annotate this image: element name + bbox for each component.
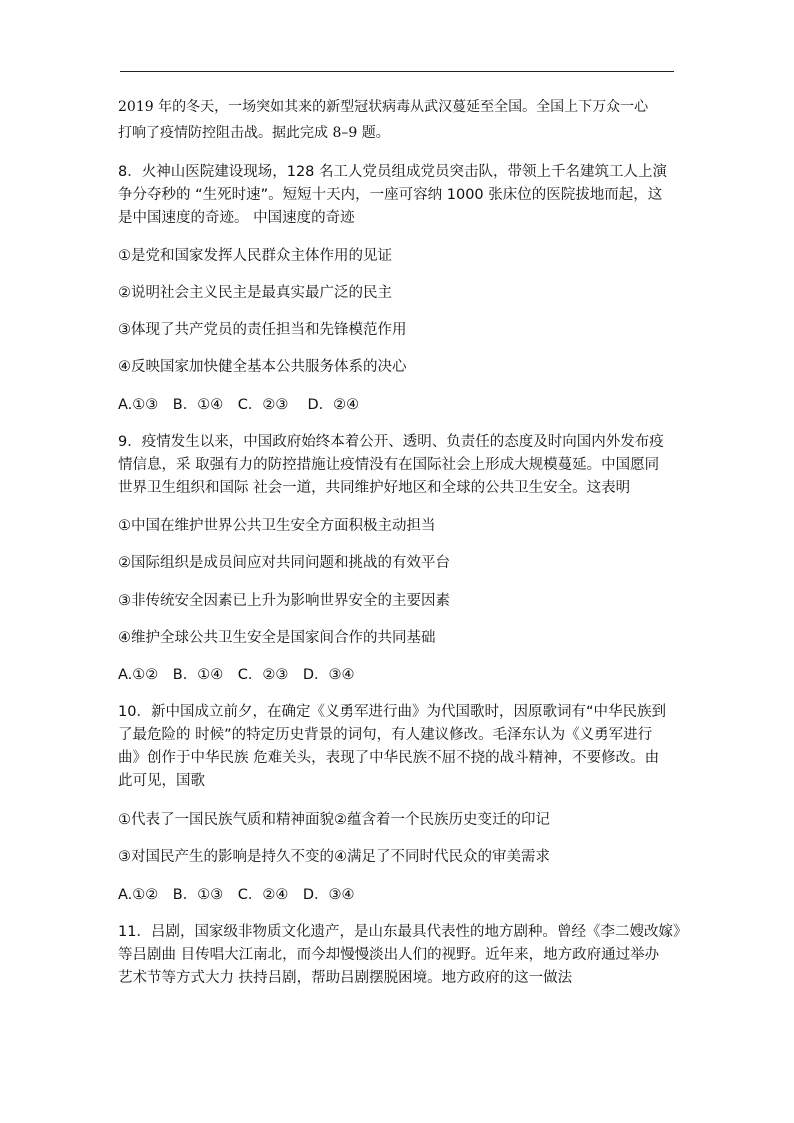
question-8-option: ③体现了共产党员的责任担当和先锋模范作用: [118, 322, 407, 338]
question-10-stem: 10．新中国成立前夕，在确定《义勇军进行曲》为代国歌时，因原歌词有“中华民族到: [118, 704, 666, 720]
question-10-choices: A.①② B．①③ C．②④ D．③④: [118, 887, 355, 903]
question-10-option: ①代表了一国民族气质和精神面貌②蕴含着一个民族历史变迁的印记: [118, 812, 550, 828]
header-rule: [120, 71, 674, 72]
question-10-stem: 此可见，国歌: [118, 773, 205, 789]
question-9-option: ②国际组织是成员间应对共同问题和挑战的有效平台: [118, 555, 450, 571]
intro-line: 2019 年的冬天，一场突如其来的新型冠状病毒从武汉蔓延至全国。全国上下万众一心: [118, 99, 649, 115]
question-9-stem: 世界卫生组织和国际 社会一道，共同维护好地区和全球的公共卫生安全。这表明: [118, 480, 631, 496]
question-8-stem: 8．火神山医院建设现场，128 名工人党员组成党员突击队，带领上千名建筑工人上演: [118, 164, 668, 180]
question-8-option: ④反映国家加快健全基本公共服务体系的决心: [118, 359, 407, 375]
question-9-stem: 情信息，采 取强有力的防控措施让疫情没有在国际社会上形成大规模蔓延。中国愿同: [118, 457, 660, 473]
question-8-stem: 是中国速度的奇迹。 中国速度的奇迹: [118, 210, 355, 226]
question-11-stem: 等吕剧曲 目传唱大江南北，而今却慢慢淡出人们的视野。近年来，地方政府通过举办: [118, 947, 660, 963]
question-9-option: ①中国在维护世界公共卫生安全方面积极主动担当: [118, 518, 436, 534]
intro-line: 打响了疫情防控阻击战。据此完成 8–9 题。: [118, 125, 390, 141]
question-11-stem: 艺术节等方式大力 扶持吕剧，帮助吕剧摆脱困境。地方政府的这一做法: [118, 970, 573, 986]
question-11-stem: 11．吕剧，国家级非物质文化遗产，是山东最具代表性的地方剧种。曾经《李二嫂改嫁》: [118, 924, 688, 940]
question-10-stem: 了最危险的 时候”的特定历史背景的词句，有人建议修改。毛泽东认为《义勇军进行: [118, 727, 653, 743]
question-9-choices: A.①② B．①④ C．②③ D．③④: [118, 667, 355, 683]
question-9-option: ④维护全球公共卫生安全是国家间合作的共同基础: [118, 630, 436, 646]
question-9-option: ③非传统安全因素已上升为影响世界安全的主要因素: [118, 593, 450, 609]
question-10-option: ③对国民产生的影响是持久不变的④满足了不同时代民众的审美需求: [118, 849, 550, 865]
question-8-choices: A.①③ B．①④ C．②③ D．②④: [118, 397, 360, 413]
question-8-option: ①是党和国家发挥人民群众主体作用的见证: [118, 248, 392, 264]
question-8-option: ②说明社会主义民主是最真实最广泛的民主: [118, 285, 392, 301]
question-8-stem: 争分夺秒的 “生死时速”。短短十天内，一座可容纳 1000 张床位的医院拔地而起，这: [118, 187, 663, 203]
question-9-stem: 9．疫情发生以来，中国政府始终本着公开、透明、负责任的态度及时向国内外发布疫: [118, 434, 664, 450]
question-10-stem: 曲》创作于中华民族 危难关头，表现了中华民族不屈不挠的战斗精神，不要修改。由: [118, 750, 660, 766]
